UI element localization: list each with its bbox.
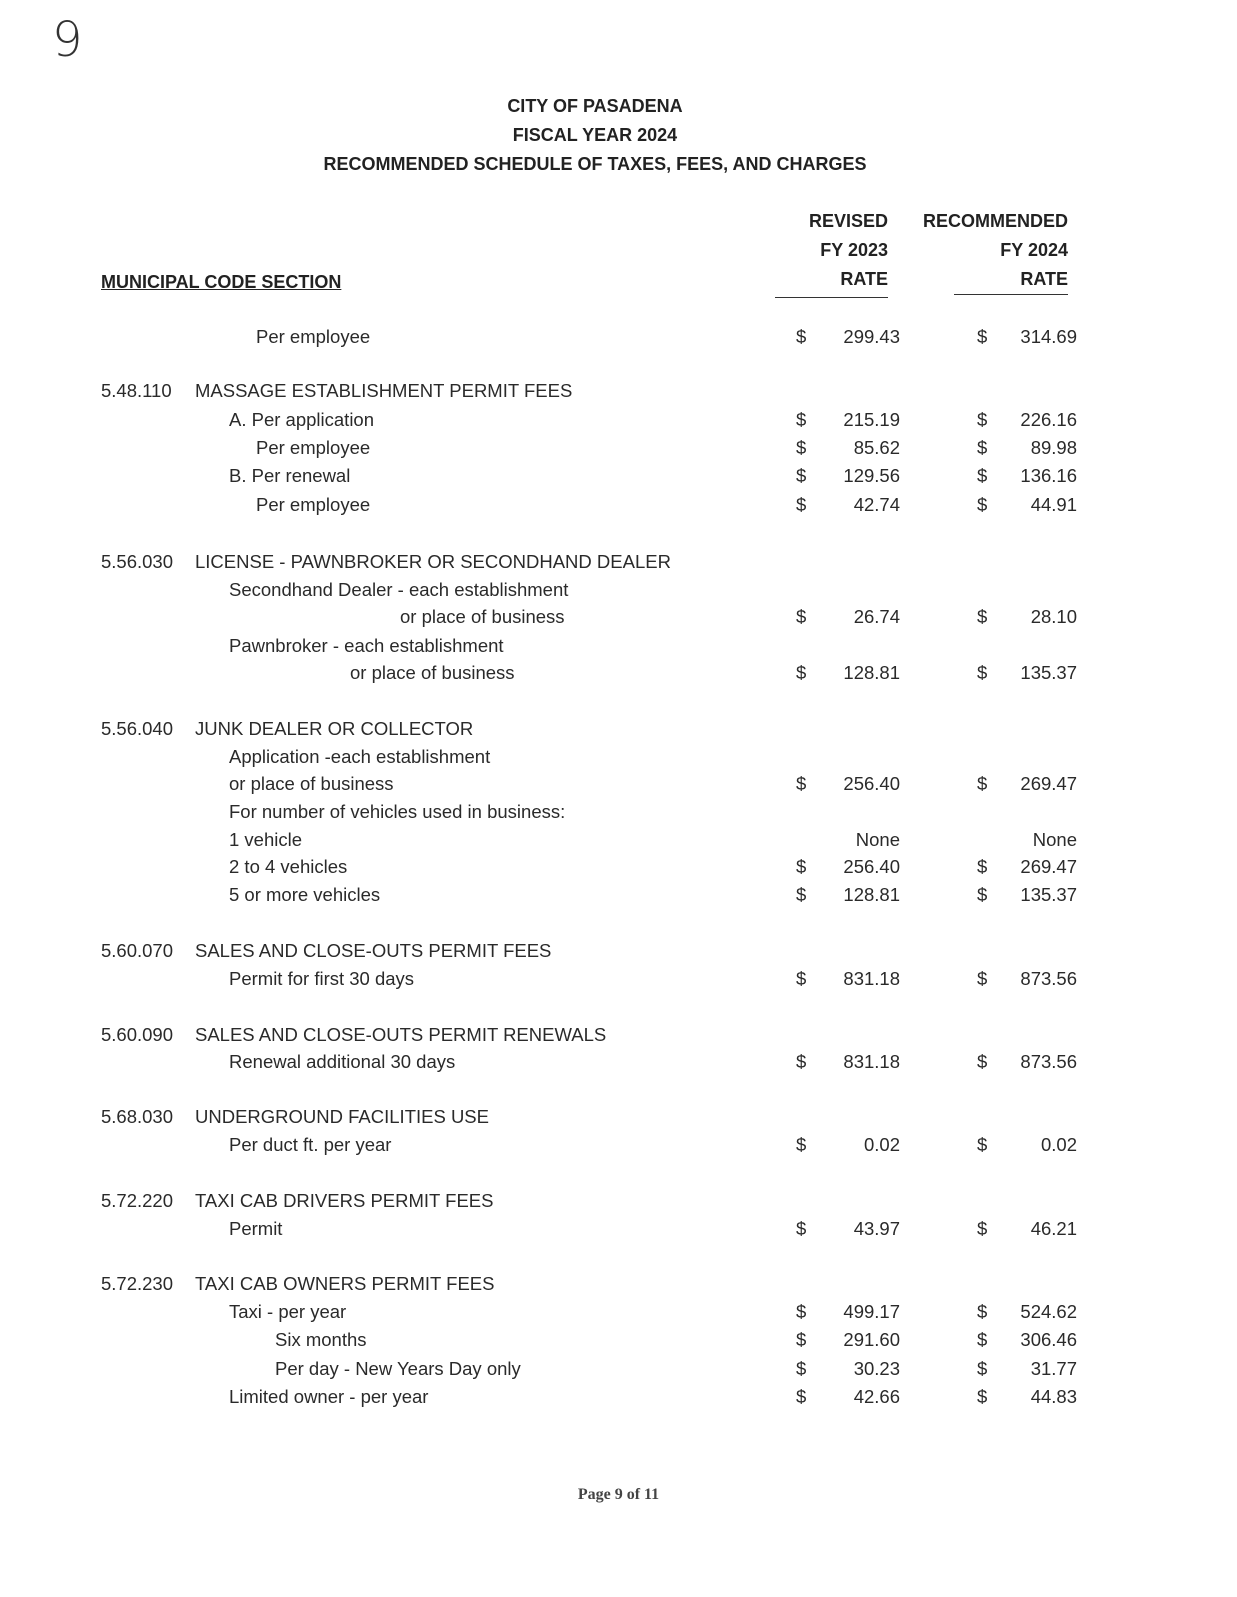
col1-line3: RATE	[840, 269, 888, 289]
fy2024-dollar-sign: $	[977, 606, 988, 627]
fee-description: or place of business	[400, 606, 565, 627]
municipal-code-section-heading: MUNICIPAL CODE SECTION	[101, 272, 342, 292]
section-title: TAXI CAB OWNERS PERMIT FEES	[195, 1273, 495, 1294]
col1-line1: REVISED	[808, 211, 888, 231]
fee-description: Taxi - per year	[229, 1301, 347, 1322]
fee-row	[0, 632, 1237, 660]
fee-row	[0, 1215, 1237, 1243]
fee-row	[0, 491, 1237, 519]
fee-row	[0, 853, 1237, 881]
section-row	[0, 937, 1237, 965]
fy2023-dollar-sign: $	[796, 1329, 807, 1350]
fy2023-rate: 26.74	[853, 606, 900, 627]
fy2024-dollar-sign: $	[977, 1301, 988, 1322]
fy2023-dollar-sign: $	[796, 773, 807, 794]
fy2023-rate: 30.23	[853, 1358, 900, 1379]
fy2024-rate: 269.47	[1020, 856, 1077, 877]
section-row	[0, 1103, 1237, 1131]
fy2023-dollar-sign: $	[796, 662, 807, 683]
section-title: SALES AND CLOSE-OUTS PERMIT RENEWALS	[195, 1024, 607, 1045]
fee-row	[0, 1048, 1237, 1076]
fy2024-rate: None	[1032, 829, 1077, 850]
fy2024-dollar-sign: $	[977, 1386, 988, 1407]
section-row	[0, 548, 1237, 576]
column-header-revised	[775, 207, 888, 298]
fy2023-dollar-sign: $	[796, 409, 807, 430]
fy2024-rate: 135.37	[1020, 884, 1077, 905]
fee-row	[0, 1326, 1237, 1354]
section-title: TAXI CAB DRIVERS PERMIT FEES	[195, 1190, 494, 1211]
fy2023-rate: 499.17	[843, 1301, 900, 1322]
section-row	[0, 1021, 1237, 1049]
fee-description: Pawnbroker - each establishment	[229, 635, 504, 656]
section-title: LICENSE - PAWNBROKER OR SECONDHAND DEALER	[195, 551, 671, 572]
section-code: 5.48.110	[101, 380, 172, 401]
fee-row	[0, 798, 1237, 826]
document-header	[0, 92, 1190, 179]
section-code: 5.60.090	[101, 1024, 174, 1045]
fy2023-rate: 831.18	[843, 968, 900, 989]
fee-row	[0, 434, 1237, 462]
fy2024-rate: 135.37	[1020, 662, 1077, 683]
fee-row	[0, 965, 1237, 993]
fy2024-dollar-sign: $	[977, 773, 988, 794]
section-title: JUNK DEALER OR COLLECTOR	[195, 718, 474, 739]
fy2024-rate: 306.46	[1020, 1329, 1077, 1350]
fy2024-rate: 136.16	[1020, 465, 1077, 486]
fy2024-dollar-sign: $	[977, 1051, 988, 1072]
fy2023-rate: 256.40	[843, 773, 900, 794]
fy2023-rate: 128.81	[843, 884, 900, 905]
col2-line3: RATE	[1020, 269, 1068, 289]
fee-description: Per employee	[256, 326, 371, 347]
header-schedule-title: RECOMMENDED SCHEDULE OF TAXES, FEES, AND CHARGES	[323, 154, 867, 174]
fee-description: A. Per application	[229, 409, 375, 430]
fy2023-dollar-sign: $	[796, 1051, 807, 1072]
fee-row	[0, 770, 1237, 798]
fee-description: Permit	[229, 1218, 283, 1239]
fee-description: 1 vehicle	[229, 829, 303, 850]
page-footer: Page 9 of 11	[577, 1486, 660, 1503]
fy2023-dollar-sign: $	[796, 1134, 807, 1155]
fy2024-dollar-sign: $	[977, 437, 988, 458]
column-header-recommended	[920, 207, 1068, 294]
fy2023-rate: 291.60	[843, 1329, 900, 1350]
fy2024-dollar-sign: $	[977, 494, 988, 515]
fee-row	[0, 603, 1237, 631]
col1-underline	[775, 297, 888, 298]
fy2023-dollar-sign: $	[796, 968, 807, 989]
fy2024-rate: 31.77	[1030, 1358, 1077, 1379]
fy2024-rate: 89.98	[1030, 437, 1077, 458]
fee-row	[0, 881, 1237, 909]
fee-row	[0, 659, 1237, 687]
fy2024-dollar-sign: $	[977, 1134, 988, 1155]
fy2023-rate: 0.02	[863, 1134, 900, 1155]
section-code: 5.56.030	[101, 551, 174, 572]
fy2023-rate: 85.62	[853, 437, 900, 458]
section-row	[0, 1270, 1237, 1298]
fee-description: Six months	[275, 1329, 367, 1350]
fee-row	[0, 406, 1237, 434]
fee-row	[0, 826, 1237, 854]
fy2023-dollar-sign: $	[796, 437, 807, 458]
fy2024-dollar-sign: $	[977, 1329, 988, 1350]
section-code: 5.72.230	[101, 1273, 174, 1294]
fy2023-rate: 256.40	[843, 856, 900, 877]
col2-line1: RECOMMENDED	[922, 211, 1068, 231]
fy2024-rate: 314.69	[1020, 326, 1077, 347]
fy2024-rate: 873.56	[1020, 1051, 1077, 1072]
fy2024-rate: 873.56	[1020, 968, 1077, 989]
section-code: 5.60.070	[101, 940, 174, 961]
fy2023-rate: 128.81	[843, 662, 900, 683]
section-row	[0, 715, 1237, 743]
section-title: UNDERGROUND FACILITIES USE	[195, 1106, 489, 1127]
fy2024-dollar-sign: $	[977, 1358, 988, 1379]
fy2023-rate: 42.66	[853, 1386, 900, 1407]
fy2024-rate: 226.16	[1020, 409, 1077, 430]
fy2024-rate: 46.21	[1030, 1218, 1077, 1239]
fee-row	[0, 462, 1237, 490]
fy2024-rate: 44.91	[1030, 494, 1077, 515]
fee-row	[0, 1131, 1237, 1159]
fee-row	[0, 323, 1237, 351]
fee-description: For number of vehicles used in business:	[229, 801, 566, 822]
section-title: MASSAGE ESTABLISHMENT PERMIT FEES	[195, 380, 573, 401]
fy2023-dollar-sign: $	[796, 1218, 807, 1239]
fee-description: Per employee	[256, 437, 371, 458]
fy2023-dollar-sign: $	[796, 465, 807, 486]
fy2023-rate: 215.19	[843, 409, 900, 430]
fy2023-dollar-sign: $	[796, 494, 807, 515]
handwritten-page-number: 9	[52, 12, 83, 68]
fee-description: or place of business	[229, 773, 394, 794]
fy2024-dollar-sign: $	[977, 1218, 988, 1239]
fee-description: Per day - New Years Day only	[275, 1358, 521, 1379]
fy2023-dollar-sign: $	[796, 1386, 807, 1407]
col2-underline	[954, 294, 1068, 295]
fy2023-dollar-sign: $	[796, 326, 807, 347]
section-code: 5.56.040	[101, 718, 174, 739]
section-code: 5.68.030	[101, 1106, 174, 1127]
header-city: CITY OF PASADENA	[507, 96, 683, 116]
fy2023-dollar-sign: $	[796, 856, 807, 877]
fy2023-dollar-sign: $	[796, 1301, 807, 1322]
fee-description: Per employee	[256, 494, 371, 515]
fy2024-rate: 269.47	[1020, 773, 1077, 794]
fy2023-rate: 42.74	[853, 494, 900, 515]
fy2024-rate: 28.10	[1030, 606, 1077, 627]
section-row	[0, 377, 1237, 405]
fy2024-dollar-sign: $	[977, 326, 988, 347]
fy2024-dollar-sign: $	[977, 662, 988, 683]
fy2024-rate: 524.62	[1020, 1301, 1077, 1322]
fy2024-dollar-sign: $	[977, 856, 988, 877]
section-title: SALES AND CLOSE-OUTS PERMIT FEES	[195, 940, 552, 961]
fy2024-dollar-sign: $	[977, 884, 988, 905]
fy2023-rate: 129.56	[843, 465, 900, 486]
fee-description: 2 to 4 vehicles	[229, 856, 348, 877]
fee-description: Application -each establishment	[229, 746, 491, 767]
fy2024-rate: 0.02	[1040, 1134, 1077, 1155]
section-code: 5.72.220	[101, 1190, 174, 1211]
fy2023-rate: 43.97	[853, 1218, 900, 1239]
fy2023-rate: None	[855, 829, 900, 850]
fee-description: Per duct ft. per year	[229, 1134, 392, 1155]
fee-row	[0, 576, 1237, 604]
fee-description: Renewal additional 30 days	[229, 1051, 456, 1072]
fy2023-dollar-sign: $	[796, 1358, 807, 1379]
fee-description: or place of business	[350, 662, 515, 683]
fee-row	[0, 743, 1237, 771]
fy2024-dollar-sign: $	[977, 968, 988, 989]
col2-line2: FY 2024	[1000, 240, 1068, 260]
fy2023-dollar-sign: $	[796, 884, 807, 905]
fy2023-dollar-sign: $	[796, 606, 807, 627]
header-fiscal-year: FISCAL YEAR 2024	[512, 125, 678, 145]
fy2024-dollar-sign: $	[977, 465, 988, 486]
fee-description: Limited owner - per year	[229, 1386, 429, 1407]
fee-row	[0, 1355, 1237, 1383]
fee-row	[0, 1298, 1237, 1326]
fy2023-rate: 299.43	[843, 326, 900, 347]
fee-description: Secondhand Dealer - each establishment	[229, 579, 569, 600]
section-row	[0, 1187, 1237, 1215]
fee-description: 5 or more vehicles	[229, 884, 381, 905]
col1-line2: FY 2023	[820, 240, 888, 260]
fee-description: B. Per renewal	[229, 465, 351, 486]
fee-row	[0, 1383, 1237, 1411]
fee-description: Permit for first 30 days	[229, 968, 415, 989]
fy2024-dollar-sign: $	[977, 409, 988, 430]
fy2024-rate: 44.83	[1030, 1386, 1077, 1407]
fy2023-rate: 831.18	[843, 1051, 900, 1072]
